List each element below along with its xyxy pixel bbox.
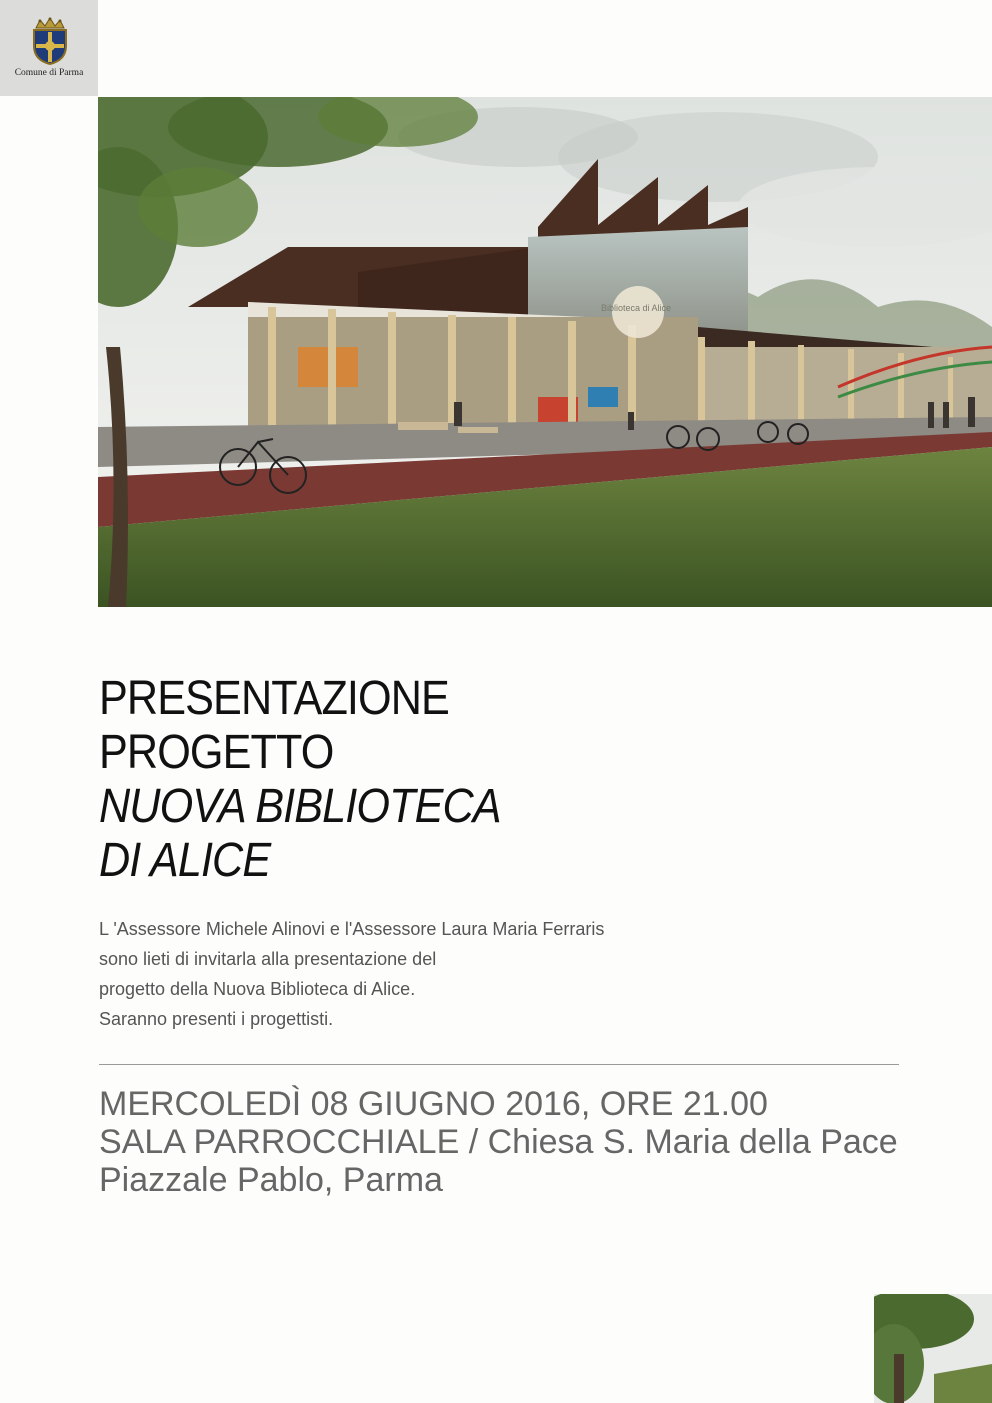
- invitation-line-4: Saranno presenti i progettisti.: [99, 1009, 334, 1029]
- title-line-1: PRESENTAZIONE: [99, 672, 449, 725]
- logo-caption: Comune di Parma: [14, 68, 84, 78]
- title-line-3: NUOVA BIBLIOTECA: [99, 780, 501, 833]
- event-address: Piazzale Pablo, Parma: [99, 1161, 443, 1199]
- invitation-text: [99, 914, 604, 1034]
- invitation-line-3: progetto della Nuova Biblioteca di Alice.: [99, 979, 416, 999]
- title-line-4: DI ALICE: [99, 834, 271, 887]
- hero-image: [98, 97, 992, 607]
- title-line-2: PROGETTO: [99, 726, 334, 779]
- invitation-line-1: L 'Assessore Michele Alinovi e l'Assessore Laura Maria Ferraris: [99, 919, 605, 939]
- invitation-line-2: sono lieti di invitarla alla presentazione del: [99, 949, 437, 969]
- page-title: [99, 672, 501, 888]
- event-venue: SALA PARROCCHIALE / Chiesa S. Maria della Pace: [99, 1123, 898, 1161]
- event-details: [99, 1085, 898, 1199]
- thumbnail-image: [874, 1294, 992, 1403]
- divider: [99, 1064, 899, 1065]
- coat-of-arms-icon: [28, 16, 72, 66]
- library-sign: Biblioteca di Alice: [600, 303, 672, 313]
- logo-block: [0, 0, 98, 96]
- event-datetime: MERCOLEDÌ 08 GIUGNO 2016, ORE 21.00: [99, 1085, 768, 1123]
- library-rendering: [98, 97, 992, 607]
